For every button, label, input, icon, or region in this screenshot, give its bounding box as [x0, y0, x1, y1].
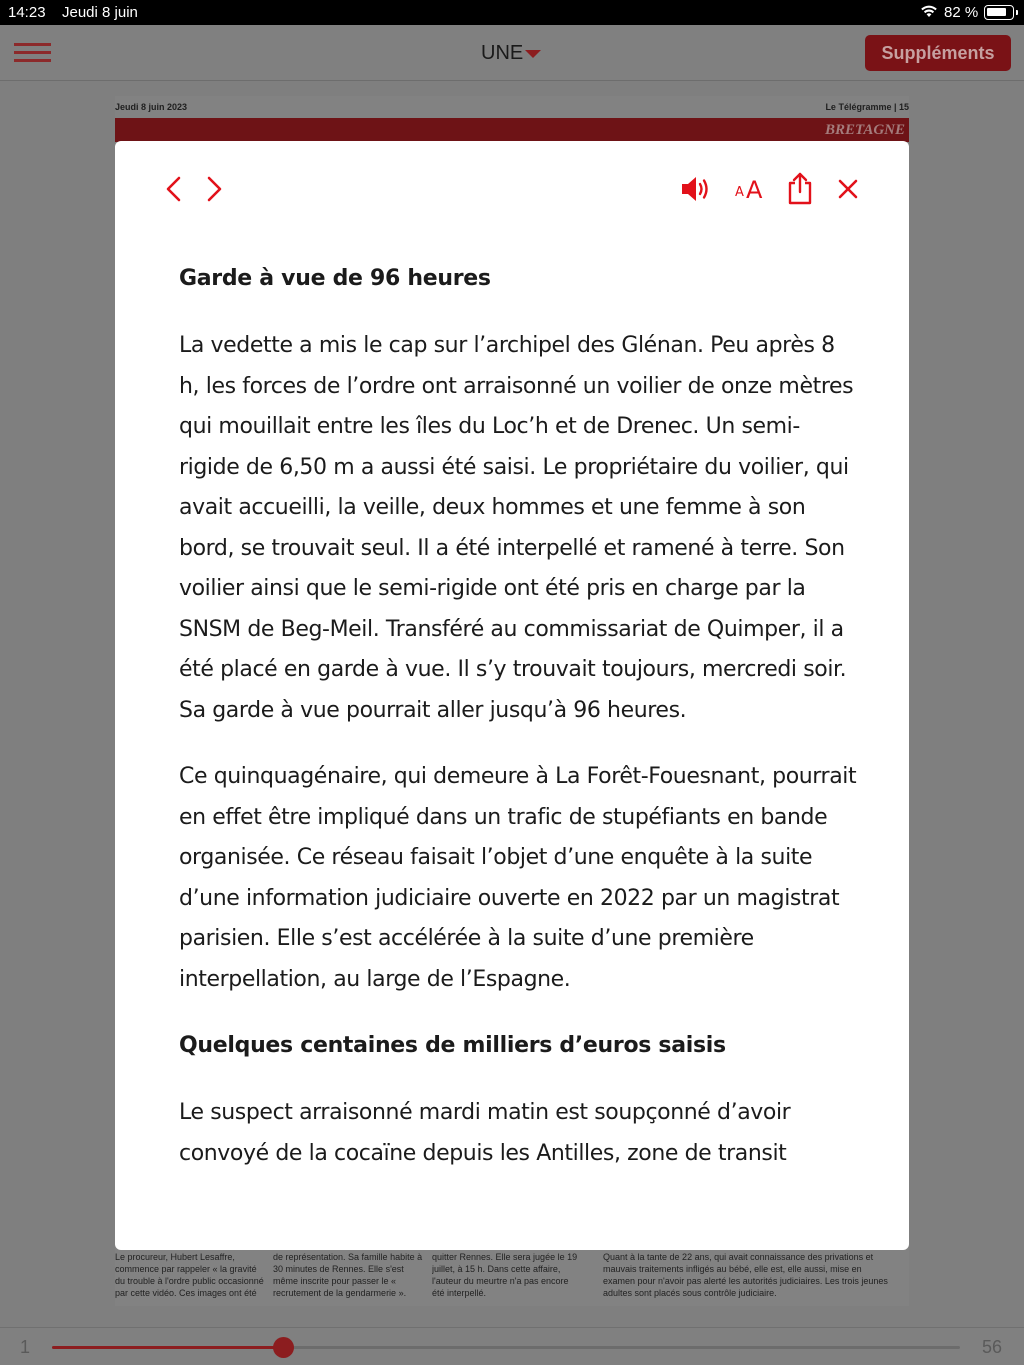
share-icon[interactable] — [787, 171, 813, 205]
article-heading: Garde à vue de 96 heures — [179, 266, 491, 291]
newspaper-date: Jeudi 8 juin 2023 — [115, 102, 188, 112]
newspaper-brand-page: Le Télégramme | 15 — [825, 102, 909, 112]
article-paragraph: La vedette a mis le cap sur l’archipel des Glénan. Peu après 8 h, les forces de l’ordre ont arraisonné un voilier de onze mètres qui mouillait entre les îles du Loc’h et de Drenec. Un semi-rigide de 6,50 m a aussi été saisi. Le propriétaire du voilier, qui avait accueilli, la veille, deux hommes et une femme à son bord, se trouvait seul. Il a été interpellé et ramené à terre. Son voilier ainsi que le semi-rigide ont été pris en charge par la SNSM de Beg-Meil. Transféré au commissariat de Quimper, il a été placé en garde à vue. Il s’y trouvait toujours, mercredi soir. Sa garde à vue pourrait aller jusqu’à 96 heures. — [179, 333, 854, 723]
status-date: Jeudi 8 juin — [62, 4, 138, 21]
battery-icon — [984, 5, 1014, 20]
article-reader-modal — [115, 141, 909, 1250]
supplements-button[interactable]: Suppléments — [865, 35, 1011, 71]
chevron-left-icon[interactable] — [165, 175, 183, 203]
close-icon[interactable] — [837, 178, 859, 200]
top-navigation — [0, 25, 1024, 81]
battery-fill — [987, 8, 1006, 16]
edition-title[interactable]: UNE — [481, 42, 524, 64]
newspaper-column: Quant à la tante de 22 ans, qui avait connaissance des privations et mauvais traitements infligés au bébé, elle est, elle aussi, mise en examen pour n'avoir pas alerté les autorités judiciaires. Les trois jeunes adultes sont placés sous contrôle judiciaire. — [603, 1252, 888, 1298]
article-paragraph: Le suspect arraisonné mardi matin est soupçonné d’avoir convoyé de la cocaïne depuis les Antilles, zone de transit — [179, 1100, 791, 1166]
battery-percentage: 82 % — [944, 4, 979, 21]
article-body — [179, 259, 859, 1200]
status-time: 14:23 — [8, 4, 46, 21]
chevron-right-icon[interactable] — [205, 175, 223, 203]
page-slider-thumb[interactable] — [273, 1337, 294, 1358]
article-heading: Quelques centaines de milliers d’euros saisis — [179, 1033, 726, 1058]
newspaper-column: quitter Rennes. Elle sera jugée le 19 juillet, à 15 h. Dans cette affaire, l'auteur du meurtre n'a pas encore été interpellé. — [432, 1252, 578, 1298]
status-bar — [0, 0, 1024, 25]
menu-icon[interactable] — [14, 43, 52, 63]
page-slider-bar — [0, 1327, 1024, 1365]
newspaper-column: de représentation. Sa famille habite à 30 minutes de Rennes. Elle s'est même inscrite pour passer le « recrutement de la gendarmerie ». — [273, 1252, 423, 1298]
section-band — [115, 118, 909, 142]
first-page-number: 1 — [20, 1337, 31, 1357]
page-slider[interactable] — [52, 1346, 960, 1349]
last-page-number: 56 — [982, 1337, 1003, 1357]
section-title: BRETAGNE — [824, 122, 905, 138]
caret-down-icon[interactable] — [525, 50, 541, 58]
speaker-icon[interactable] — [680, 175, 714, 203]
page-slider-fill — [52, 1346, 283, 1349]
wifi-icon — [920, 4, 938, 18]
newspaper-column: Le procureur, Hubert Lesaffre, commence par rappeler « la gravité du trouble à l'ordre public occasionné par cette vidéo. Ces images ont été — [115, 1252, 264, 1298]
article-paragraph: Ce quinquagénaire, qui demeure à La Forêt-Fouesnant, pourrait en effet être impliqué dans un trafic de stupéfiants en bande organisée. Ce réseau faisait l’objet d’une enquête à la suite d’une information judiciaire ouverte en 2022 par un magistrat parisien. Elle s’est accélérée à la suite d’une première interpellation, au large de l’Espagne. — [179, 764, 857, 992]
text-size-icon[interactable]: A A — [735, 176, 763, 204]
